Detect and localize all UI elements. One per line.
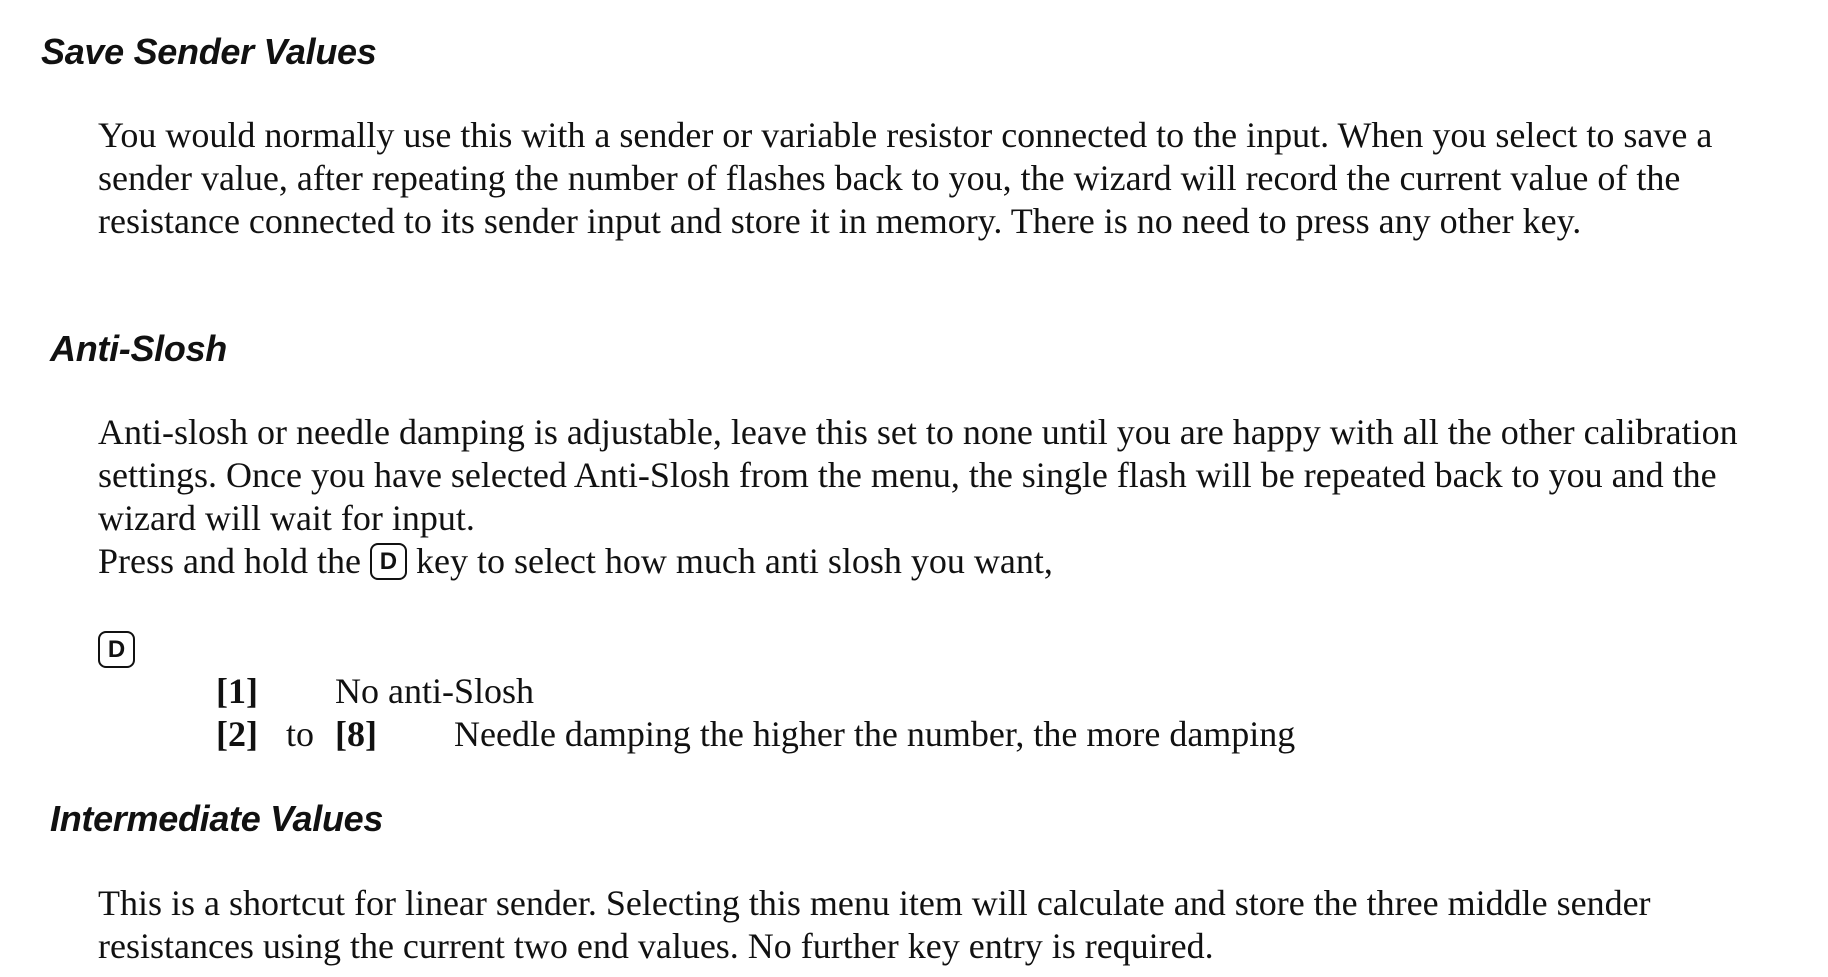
option-2-description: Needle damping the higher the number, the more damping	[454, 714, 1296, 754]
paragraph-anti-slosh	[98, 411, 1738, 540]
key-d-icon: D	[98, 631, 135, 668]
text-line: resistance connected to its sender input and store it in memory. There is no need to press any other key.	[98, 201, 1582, 241]
option-2-key-end: [8]	[335, 714, 377, 754]
text-line: resistances using the current two end values. No further key entry is required.	[98, 926, 1214, 966]
heading-anti-slosh: Anti-Slosh	[50, 328, 227, 369]
press-prefix: Press and hold the	[98, 541, 361, 581]
text-line: wizard will wait for input.	[98, 498, 475, 538]
paragraph-intermediate	[98, 882, 1651, 968]
heading-intermediate-values: Intermediate Values	[50, 798, 384, 839]
text-line: settings. Once you have selected Anti-Slosh from the menu, the single flash will be repeated back to you and the	[98, 455, 1717, 495]
text-line: Anti-slosh or needle damping is adjustable, leave this set to none until you are happy with all the other calibration	[98, 412, 1738, 452]
paragraph-save-sender	[98, 114, 1712, 243]
heading-save-sender-values: Save Sender Values	[41, 31, 377, 72]
press-suffix: key to select how much anti slosh you want,	[415, 541, 1053, 581]
option-2-key-start: [2]	[216, 714, 258, 754]
text-line: This is a shortcut for linear sender. Selecting this menu item will calculate and store the three middle sender	[98, 883, 1651, 923]
text-line: You would normally use this with a sender or variable resistor connected to the input. When you select to save a	[98, 115, 1713, 155]
text-line: sender value, after repeating the number of flashes back to you, the wizard will record the current value of the	[98, 158, 1681, 198]
option-2-to: to	[286, 714, 315, 754]
option-1-description: No anti-Slosh	[335, 671, 535, 711]
key-d-icon: D	[370, 543, 407, 580]
press-and-hold-instruction	[98, 540, 1053, 583]
option-1-key: [1]	[216, 671, 258, 711]
